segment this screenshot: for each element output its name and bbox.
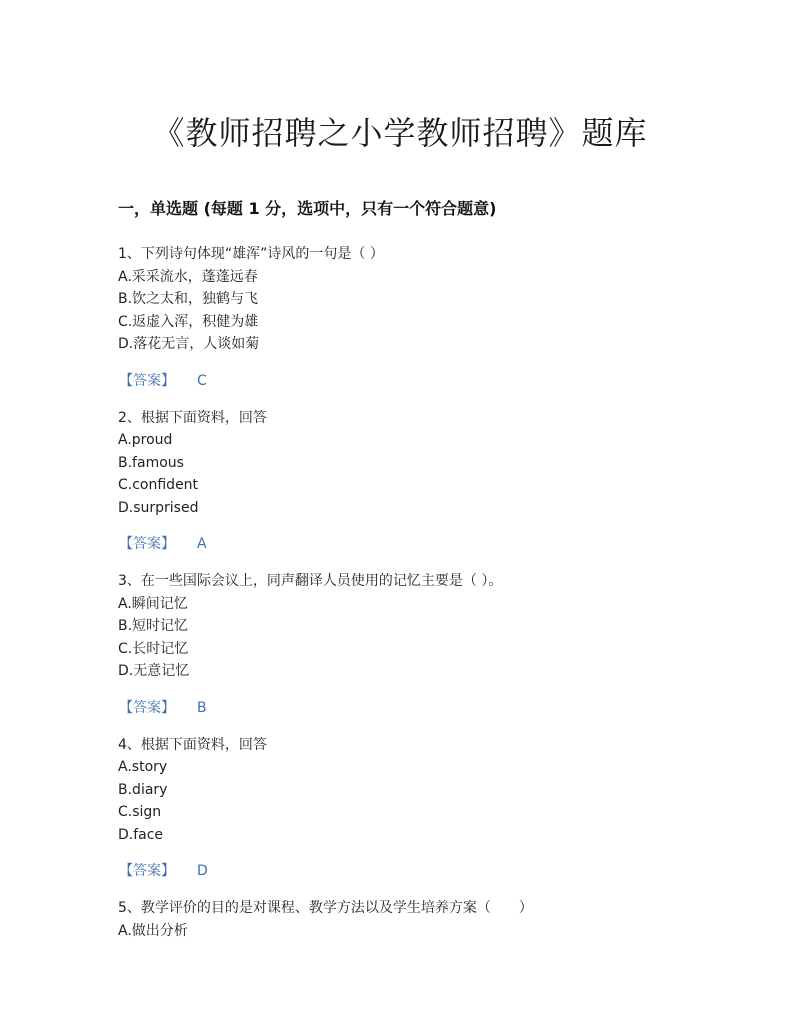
- answer-value: D: [197, 863, 208, 879]
- page-title: 《教师招聘之小学教师招聘》题库: [152, 114, 648, 152]
- question-stem: 4、根据下面资料，回答: [118, 736, 267, 753]
- option-b: B.diary: [118, 781, 168, 798]
- question-5: [118, 897, 718, 942]
- answer-label: 【答案】: [119, 536, 175, 552]
- option-a: A.采采流水，蓬蓬远春: [118, 268, 258, 285]
- question-stem: 3、在一些国际会议上，同声翻译人员使用的记忆主要是（ ）。: [118, 573, 503, 589]
- option-b: B.饮之太和，独鹤与飞: [118, 291, 259, 307]
- answer-line: [118, 370, 718, 392]
- answer-label: 【答案】: [119, 372, 175, 389]
- answer-value: C: [197, 372, 207, 389]
- option-a: A.proud: [118, 432, 173, 448]
- question-4: [118, 734, 718, 883]
- answer-label: 【答案】: [119, 699, 175, 716]
- option-d: D.surprised: [118, 499, 199, 516]
- question-stem: 5、教学评价的目的是对课程、教学方法以及学生培养方案（ ）: [118, 900, 533, 916]
- answer-value: A: [197, 536, 207, 552]
- question-3: [118, 570, 718, 719]
- question-1: [118, 243, 718, 392]
- answer-value: B: [197, 699, 207, 716]
- option-a: A.瞬间记忆: [118, 595, 188, 612]
- option-c: C.confident: [118, 477, 199, 493]
- option-c: C.返虚入浑，积健为雄: [118, 313, 259, 330]
- option-c: C.长时记忆: [118, 640, 189, 657]
- option-d: D.落花无言，人谈如菊: [118, 336, 260, 352]
- answer-label: 【答案】: [119, 863, 175, 879]
- option-b: B.famous: [118, 454, 184, 471]
- option-d: D.face: [118, 826, 164, 843]
- answer-line: [118, 860, 718, 882]
- option-a: A.做出分析: [118, 922, 188, 939]
- answer-line: [118, 697, 718, 719]
- option-b: B.短时记忆: [118, 618, 189, 634]
- option-d: D.无意记忆: [118, 663, 190, 679]
- question-stem: 1、下列诗句体现“雄浑”诗风的一句是（ ）: [118, 246, 384, 262]
- question-2: [118, 407, 718, 556]
- question-list: [118, 243, 718, 942]
- section-heading: 一，单选题 (每题 1 分，选项中，只有一个符合题意): [118, 199, 497, 218]
- answer-line: [118, 533, 718, 555]
- option-a: A.story: [118, 759, 168, 775]
- question-stem: 2、根据下面资料，回答: [118, 409, 267, 426]
- option-c: C.sign: [118, 804, 162, 820]
